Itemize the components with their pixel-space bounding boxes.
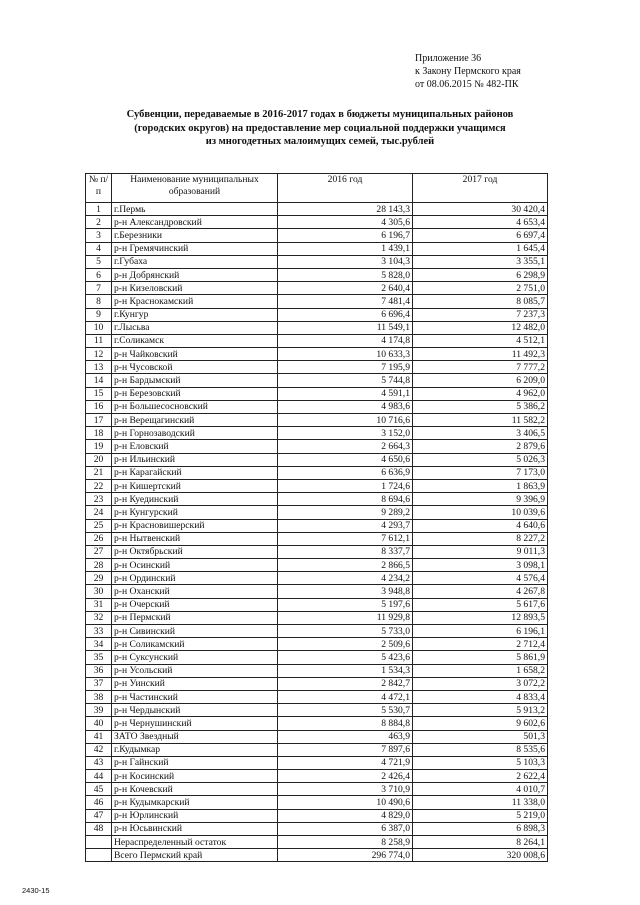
row-value-2017: 5 026,3 xyxy=(413,453,548,466)
row-number: 2 xyxy=(86,216,112,229)
table-row xyxy=(86,361,548,374)
row-value-2017: 501,3 xyxy=(413,730,548,743)
row-value-2017: 6 196,1 xyxy=(413,625,548,638)
row-number: 34 xyxy=(86,638,112,651)
total-name: Всего Пермский край xyxy=(112,849,278,862)
row-value-2016: 8 884,8 xyxy=(278,717,413,730)
row-value-2017: 9 011,3 xyxy=(413,545,548,558)
table-row xyxy=(86,598,548,611)
row-value-2017: 7 777,2 xyxy=(413,361,548,374)
row-value-2017: 8 085,7 xyxy=(413,295,548,308)
row-value-2017: 4 267,8 xyxy=(413,585,548,598)
row-name: г.Березники xyxy=(112,229,278,242)
row-value-2017: 7 237,3 xyxy=(413,308,548,321)
row-value-2017: 4 962,0 xyxy=(413,387,548,400)
row-name: р-н Пермский xyxy=(112,611,278,624)
row-name: р-н Осинский xyxy=(112,559,278,572)
table-header-row xyxy=(86,174,548,203)
row-name: г.Губаха xyxy=(112,255,278,268)
row-value-2016: 11 549,1 xyxy=(278,321,413,334)
row-number: 47 xyxy=(86,809,112,822)
row-number: 16 xyxy=(86,400,112,413)
table-row xyxy=(86,334,548,347)
row-name: р-н Юсьвинский xyxy=(112,822,278,835)
row-number: 45 xyxy=(86,783,112,796)
row-value-2017: 4 640,6 xyxy=(413,519,548,532)
row-name: р-н Кочевский xyxy=(112,783,278,796)
row-number: 7 xyxy=(86,282,112,295)
row-name: г.Кудымкар xyxy=(112,743,278,756)
row-number: 21 xyxy=(86,466,112,479)
total-2016: 296 774,0 xyxy=(278,849,413,862)
row-number: 17 xyxy=(86,414,112,427)
row-value-2016: 4 591,1 xyxy=(278,387,413,400)
row-name: р-н Соликамский xyxy=(112,638,278,651)
row-name: р-н Кудымкарский xyxy=(112,796,278,809)
title-line-2: (городских округов) на предоставление мер социальной поддержки учащимся xyxy=(134,122,506,134)
reserve-name: Нераспределенный остаток xyxy=(112,836,278,849)
row-number: 26 xyxy=(86,532,112,545)
row-number: 22 xyxy=(86,479,112,492)
row-value-2017: 4 512,1 xyxy=(413,334,548,347)
row-value-2016: 3 104,3 xyxy=(278,255,413,268)
row-value-2016: 6 196,7 xyxy=(278,229,413,242)
row-number: 29 xyxy=(86,572,112,585)
row-name: р-н Ординский xyxy=(112,572,278,585)
row-number: 38 xyxy=(86,690,112,703)
row-name: р-н Ильинский xyxy=(112,453,278,466)
row-number: 42 xyxy=(86,743,112,756)
table-row xyxy=(86,572,548,585)
row-number: 35 xyxy=(86,651,112,664)
appendix-line-3: от 08.06.2015 № 482-ПК xyxy=(415,79,519,90)
total-row xyxy=(86,849,548,862)
row-name: р-н Большесосновский xyxy=(112,400,278,413)
row-value-2016: 2 842,7 xyxy=(278,677,413,690)
row-value-2017: 8 227,2 xyxy=(413,532,548,545)
table-row xyxy=(86,809,548,822)
row-value-2017: 6 697,4 xyxy=(413,229,548,242)
table-row xyxy=(86,255,548,268)
row-value-2017: 11 582,2 xyxy=(413,414,548,427)
row-name: р-н Добрянский xyxy=(112,268,278,281)
row-name: р-н Кизеловский xyxy=(112,282,278,295)
row-value-2016: 7 897,6 xyxy=(278,743,413,756)
row-number: 24 xyxy=(86,506,112,519)
row-number: 48 xyxy=(86,822,112,835)
row-number: 1 xyxy=(86,203,112,216)
row-value-2017: 7 173,0 xyxy=(413,466,548,479)
row-name: р-н Чердынский xyxy=(112,704,278,717)
row-number: 13 xyxy=(86,361,112,374)
table-row xyxy=(86,743,548,756)
table-row xyxy=(86,532,548,545)
table-row xyxy=(86,466,548,479)
table-row xyxy=(86,282,548,295)
row-number: 8 xyxy=(86,295,112,308)
row-value-2017: 5 103,3 xyxy=(413,756,548,769)
row-name: р-н Карагайский xyxy=(112,466,278,479)
row-name: р-н Чайковский xyxy=(112,348,278,361)
row-value-2016: 1 534,3 xyxy=(278,664,413,677)
table-row xyxy=(86,268,548,281)
reserve-row xyxy=(86,836,548,849)
row-value-2016: 8 337,7 xyxy=(278,545,413,558)
row-value-2016: 3 948,8 xyxy=(278,585,413,598)
row-value-2017: 30 420,4 xyxy=(413,203,548,216)
row-number: 32 xyxy=(86,611,112,624)
table-row xyxy=(86,717,548,730)
appendix-line-2: к Закону Пермского края xyxy=(415,66,521,77)
row-name: р-н Кунгурский xyxy=(112,506,278,519)
row-value-2016: 5 423,6 xyxy=(278,651,413,664)
row-name: р-н Очерский xyxy=(112,598,278,611)
row-value-2016: 4 305,6 xyxy=(278,216,413,229)
row-value-2016: 4 234,2 xyxy=(278,572,413,585)
row-value-2016: 463,9 xyxy=(278,730,413,743)
row-name: р-н Нытвенский xyxy=(112,532,278,545)
row-number: 3 xyxy=(86,229,112,242)
row-value-2016: 5 530,7 xyxy=(278,704,413,717)
row-value-2017: 4 653,4 xyxy=(413,216,548,229)
row-number: 15 xyxy=(86,387,112,400)
row-value-2017: 6 298,9 xyxy=(413,268,548,281)
table-row xyxy=(86,796,548,809)
row-value-2016: 4 472,1 xyxy=(278,690,413,703)
table-row xyxy=(86,585,548,598)
row-number: 39 xyxy=(86,704,112,717)
row-number: 4 xyxy=(86,242,112,255)
row-value-2016: 5 828,0 xyxy=(278,268,413,281)
row-value-2017: 9 396,9 xyxy=(413,493,548,506)
row-name: ЗАТО Звездный xyxy=(112,730,278,743)
table-row xyxy=(86,822,548,835)
row-number: 9 xyxy=(86,308,112,321)
row-name: р-н Оханский xyxy=(112,585,278,598)
row-number: 11 xyxy=(86,334,112,347)
subventions-table xyxy=(85,173,548,862)
row-value-2016: 2 866,5 xyxy=(278,559,413,572)
row-number: 40 xyxy=(86,717,112,730)
table-row xyxy=(86,638,548,651)
table-row xyxy=(86,295,548,308)
table-row xyxy=(86,611,548,624)
row-value-2016: 5 744,8 xyxy=(278,374,413,387)
table-row xyxy=(86,519,548,532)
row-number: 30 xyxy=(86,585,112,598)
row-value-2017: 3 072,2 xyxy=(413,677,548,690)
row-value-2016: 7 481,4 xyxy=(278,295,413,308)
row-value-2017: 10 039,6 xyxy=(413,506,548,519)
row-value-2016: 6 696,4 xyxy=(278,308,413,321)
row-value-2017: 5 617,6 xyxy=(413,598,548,611)
row-number: 5 xyxy=(86,255,112,268)
header-name: Наименование муниципальных образований xyxy=(112,174,278,203)
table-row xyxy=(86,321,548,334)
title-line-1: Субвенции, передаваемые в 2016-2017 годах в бюджеты муниципальных районов xyxy=(126,109,514,120)
row-value-2016: 10 490,6 xyxy=(278,796,413,809)
row-value-2016: 6 636,9 xyxy=(278,466,413,479)
row-name: г.Пермь xyxy=(112,203,278,216)
row-number: 37 xyxy=(86,677,112,690)
row-value-2017: 3 098,1 xyxy=(413,559,548,572)
table-row xyxy=(86,783,548,796)
row-value-2016: 11 929,8 xyxy=(278,611,413,624)
row-name: р-н Чернушинский xyxy=(112,717,278,730)
table-row xyxy=(86,242,548,255)
row-number: 14 xyxy=(86,374,112,387)
row-name: р-н Суксунский xyxy=(112,651,278,664)
table-row xyxy=(86,427,548,440)
table-row xyxy=(86,400,548,413)
table-row xyxy=(86,453,548,466)
row-value-2017: 4 833,4 xyxy=(413,690,548,703)
table-row xyxy=(86,690,548,703)
row-name: г.Соликамск xyxy=(112,334,278,347)
table-row xyxy=(86,493,548,506)
row-value-2017: 5 913,2 xyxy=(413,704,548,717)
row-value-2017: 2 622,4 xyxy=(413,770,548,783)
table-row xyxy=(86,625,548,638)
row-number: 28 xyxy=(86,559,112,572)
row-value-2016: 4 174,8 xyxy=(278,334,413,347)
row-name: р-н Гремячинский xyxy=(112,242,278,255)
table-row xyxy=(86,308,548,321)
row-value-2017: 1 658,2 xyxy=(413,664,548,677)
row-number: 43 xyxy=(86,756,112,769)
row-value-2016: 4 650,6 xyxy=(278,453,413,466)
row-number: 6 xyxy=(86,268,112,281)
table-row xyxy=(86,374,548,387)
row-value-2017: 3 355,1 xyxy=(413,255,548,268)
header-2016: 2016 год xyxy=(278,174,413,203)
table-row xyxy=(86,651,548,664)
row-value-2016: 10 633,3 xyxy=(278,348,413,361)
table-body xyxy=(86,203,548,836)
row-number: 41 xyxy=(86,730,112,743)
table-row xyxy=(86,704,548,717)
header-2017: 2017 год xyxy=(413,174,548,203)
row-number: 31 xyxy=(86,598,112,611)
table-row xyxy=(86,730,548,743)
row-value-2017: 4 010,7 xyxy=(413,783,548,796)
row-value-2017: 6 898,3 xyxy=(413,822,548,835)
row-value-2016: 2 509,6 xyxy=(278,638,413,651)
header-number: № п/п xyxy=(86,174,112,203)
table-row xyxy=(86,770,548,783)
row-value-2016: 2 640,4 xyxy=(278,282,413,295)
row-name: р-н Косинский xyxy=(112,770,278,783)
row-name: р-н Березовский xyxy=(112,387,278,400)
table-row xyxy=(86,203,548,216)
row-name: р-н Красновишерский xyxy=(112,519,278,532)
row-number: 25 xyxy=(86,519,112,532)
table-row xyxy=(86,216,548,229)
row-value-2016: 1 724,6 xyxy=(278,479,413,492)
row-value-2017: 2 879,6 xyxy=(413,440,548,453)
row-value-2017: 11 338,0 xyxy=(413,796,548,809)
row-name: г.Лысьва xyxy=(112,321,278,334)
row-value-2017: 8 535,6 xyxy=(413,743,548,756)
row-name: р-н Юрлинский xyxy=(112,809,278,822)
row-name: р-н Частинский xyxy=(112,690,278,703)
row-name: р-н Александровский xyxy=(112,216,278,229)
row-value-2016: 7 612,1 xyxy=(278,532,413,545)
row-value-2017: 2 751,0 xyxy=(413,282,548,295)
row-name: р-н Гайнский xyxy=(112,756,278,769)
row-name: р-н Уинский xyxy=(112,677,278,690)
row-value-2016: 5 197,6 xyxy=(278,598,413,611)
row-name: р-н Чусовской xyxy=(112,361,278,374)
row-value-2017: 2 712,4 xyxy=(413,638,548,651)
footer-code: 2430-15 xyxy=(22,886,50,895)
table-row xyxy=(86,229,548,242)
row-number: 33 xyxy=(86,625,112,638)
row-name: р-н Горнозаводский xyxy=(112,427,278,440)
row-value-2016: 4 293,7 xyxy=(278,519,413,532)
row-value-2016: 9 289,2 xyxy=(278,506,413,519)
row-number: 10 xyxy=(86,321,112,334)
row-name: р-н Бардымский xyxy=(112,374,278,387)
row-name: р-н Октябрьский xyxy=(112,545,278,558)
row-number: 23 xyxy=(86,493,112,506)
row-value-2016: 5 733,0 xyxy=(278,625,413,638)
row-value-2017: 4 576,4 xyxy=(413,572,548,585)
row-value-2017: 5 861,9 xyxy=(413,651,548,664)
row-value-2016: 4 721,9 xyxy=(278,756,413,769)
row-value-2017: 12 893,5 xyxy=(413,611,548,624)
row-name: г.Кунгур xyxy=(112,308,278,321)
row-value-2016: 7 195,9 xyxy=(278,361,413,374)
row-value-2016: 8 694,6 xyxy=(278,493,413,506)
row-value-2016: 1 439,1 xyxy=(278,242,413,255)
row-number: 27 xyxy=(86,545,112,558)
row-value-2017: 6 209,0 xyxy=(413,374,548,387)
row-number: 44 xyxy=(86,770,112,783)
row-name: р-н Краснокамский xyxy=(112,295,278,308)
row-value-2017: 12 482,0 xyxy=(413,321,548,334)
reserve-2017: 8 264,1 xyxy=(413,836,548,849)
row-value-2016: 4 983,6 xyxy=(278,400,413,413)
row-value-2017: 3 406,5 xyxy=(413,427,548,440)
row-value-2016: 28 143,3 xyxy=(278,203,413,216)
row-name: р-н Сивинский xyxy=(112,625,278,638)
table-row xyxy=(86,756,548,769)
row-number: 20 xyxy=(86,453,112,466)
row-value-2017: 9 602,6 xyxy=(413,717,548,730)
row-value-2017: 5 386,2 xyxy=(413,400,548,413)
title-line-3: из многодетных малоимущих семей, тыс.рублей xyxy=(205,136,435,147)
row-value-2016: 2 664,3 xyxy=(278,440,413,453)
row-name: р-н Еловский xyxy=(112,440,278,453)
total-2017: 320 008,6 xyxy=(413,849,548,862)
table-row xyxy=(86,545,548,558)
reserve-2016: 8 258,9 xyxy=(278,836,413,849)
table-row xyxy=(86,506,548,519)
row-value-2016: 10 716,6 xyxy=(278,414,413,427)
appendix-line-1: Приложение 36 xyxy=(415,53,482,64)
row-name: р-н Куединский xyxy=(112,493,278,506)
table-row xyxy=(86,664,548,677)
row-value-2017: 1 863,9 xyxy=(413,479,548,492)
row-value-2017: 1 645,4 xyxy=(413,242,548,255)
table-row xyxy=(86,479,548,492)
appendix-block xyxy=(415,52,521,91)
row-value-2017: 11 492,3 xyxy=(413,348,548,361)
table-row xyxy=(86,559,548,572)
row-value-2016: 2 426,4 xyxy=(278,770,413,783)
row-value-2016: 3 710,9 xyxy=(278,783,413,796)
table-row xyxy=(86,387,548,400)
table-row xyxy=(86,440,548,453)
document-title xyxy=(90,108,550,149)
row-value-2016: 6 387,0 xyxy=(278,822,413,835)
row-number: 19 xyxy=(86,440,112,453)
row-number: 18 xyxy=(86,427,112,440)
row-number: 36 xyxy=(86,664,112,677)
row-name: р-н Верещагинский xyxy=(112,414,278,427)
row-value-2016: 3 152,0 xyxy=(278,427,413,440)
table-row xyxy=(86,677,548,690)
table-row xyxy=(86,414,548,427)
row-number: 12 xyxy=(86,348,112,361)
row-name: р-н Усольский xyxy=(112,664,278,677)
row-value-2017: 5 219,0 xyxy=(413,809,548,822)
row-name: р-н Кишертский xyxy=(112,479,278,492)
row-value-2016: 4 829,0 xyxy=(278,809,413,822)
row-number: 46 xyxy=(86,796,112,809)
table-row xyxy=(86,348,548,361)
